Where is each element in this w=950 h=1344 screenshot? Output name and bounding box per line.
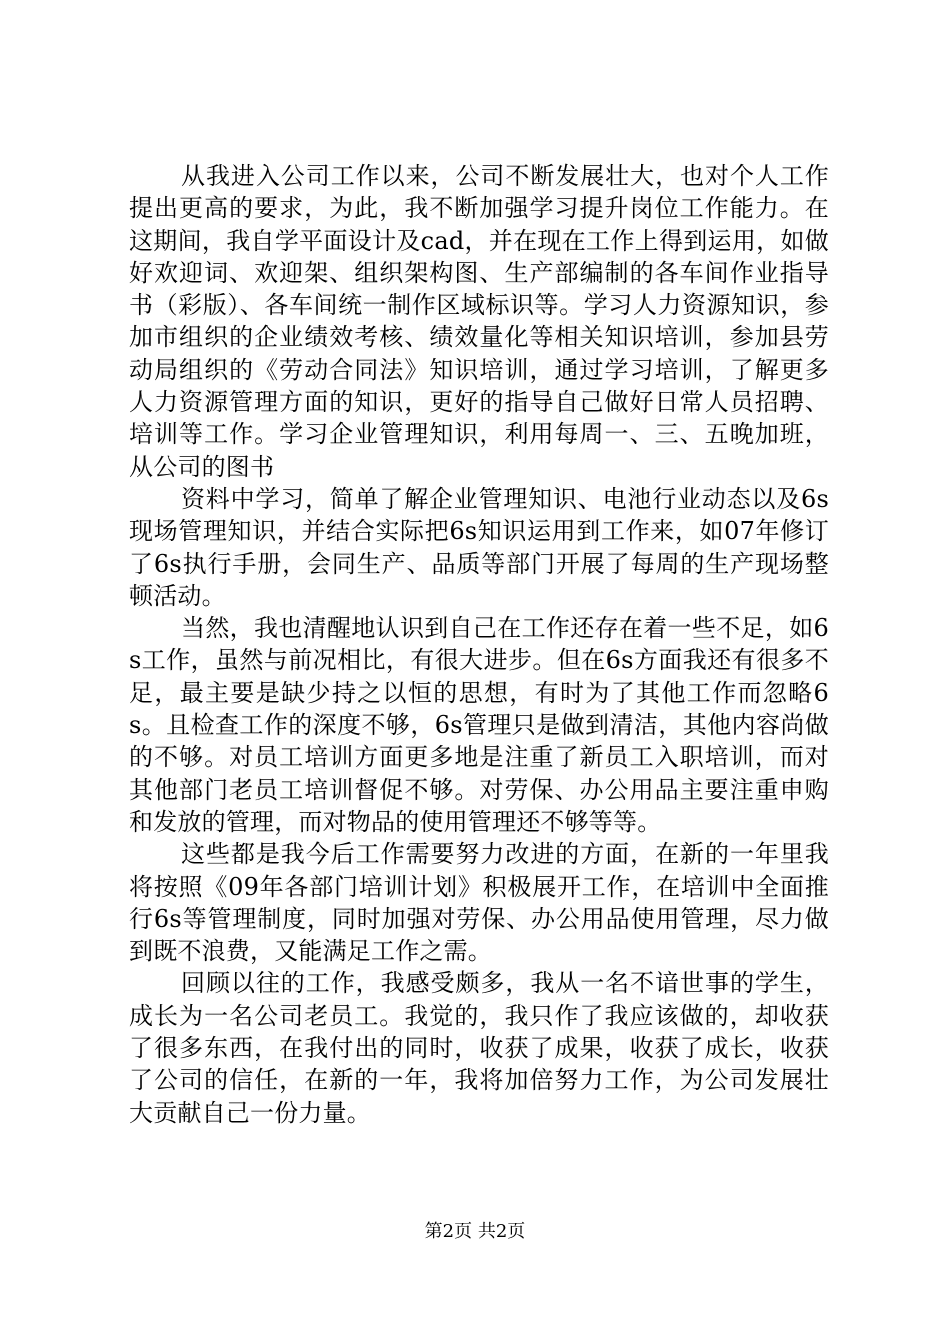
paragraph-5: 回顾以往的工作，我感受颇多，我从一名不谙世事的学生，成长为一名公司老员工。我觉的，我只作了我应该做的，却收获了很多东西，在我付出的同时，收获了成果，收获了成长，收获了公司的信任，在新的一年，我将加倍努力工作，为公司发展壮大贡献自己一份力量。: [129, 969, 829, 1127]
paragraph-2: 资料中学习，简单了解企业管理知识、电池行业动态以及6s现场管理知识，并结合实际把6s知识运用到工作来，如07年修订了6s执行手册，会同生产、品质等部门开展了每周的生产现场整顿活动。: [129, 484, 829, 610]
page-footer: 第2页 共2页: [424, 1221, 526, 1242]
paragraph-3: 当然，我也清醒地认识到自己在工作还存在着一些不足，如6s工作，虽然与前况相比，有很大进步。但在6s方面我还有很多不足，最主要是缺少持之以恒的思想，有时为了其他工作而忽略6s。且检查工作的深度不够，6s管理只是做到清洁，其他内容尚做的不够。对员工培训方面更多地是注重了新员工入职培训，而对其他部门老员工培训督促不够。对劳保、办公用品主要注重申购和发放的管理，而对物品的使用管理还不够等等。: [129, 614, 829, 836]
document-body: [129, 160, 829, 1129]
paragraph-1: 从我进入公司工作以来，公司不断发展壮大，也对个人工作提出更高的要求，为此，我不断加强学习提升岗位工作能力。在这期间，我自学平面设计及cad，并在现在工作上得到运用，如做好欢迎词、欢迎架、组织架构图、生产部编制的各车间作业指导书（彩版）、各车间统一制作区域标识等。学习人力资源知识，参加市组织的企业绩效考核、绩效量化等相关知识培训，参加县劳动局组织的《劳动合同法》知识培训，通过学习培训，了解更多人力资源管理方面的知识，更好的指导自己做好日常人员招聘、培训等工作。学习企业管理知识，利用每周一、三、五晚加班，从公司的图书: [129, 162, 829, 481]
paragraph-4: 这些都是我今后工作需要努力改进的方面，在新的一年里我将按照《09年各部门培训计划》积极展开工作，在培训中全面推行6s等管理制度，同时加强对劳保、办公用品使用管理，尽力做到既不浪费，又能满足工作之需。: [129, 840, 829, 966]
